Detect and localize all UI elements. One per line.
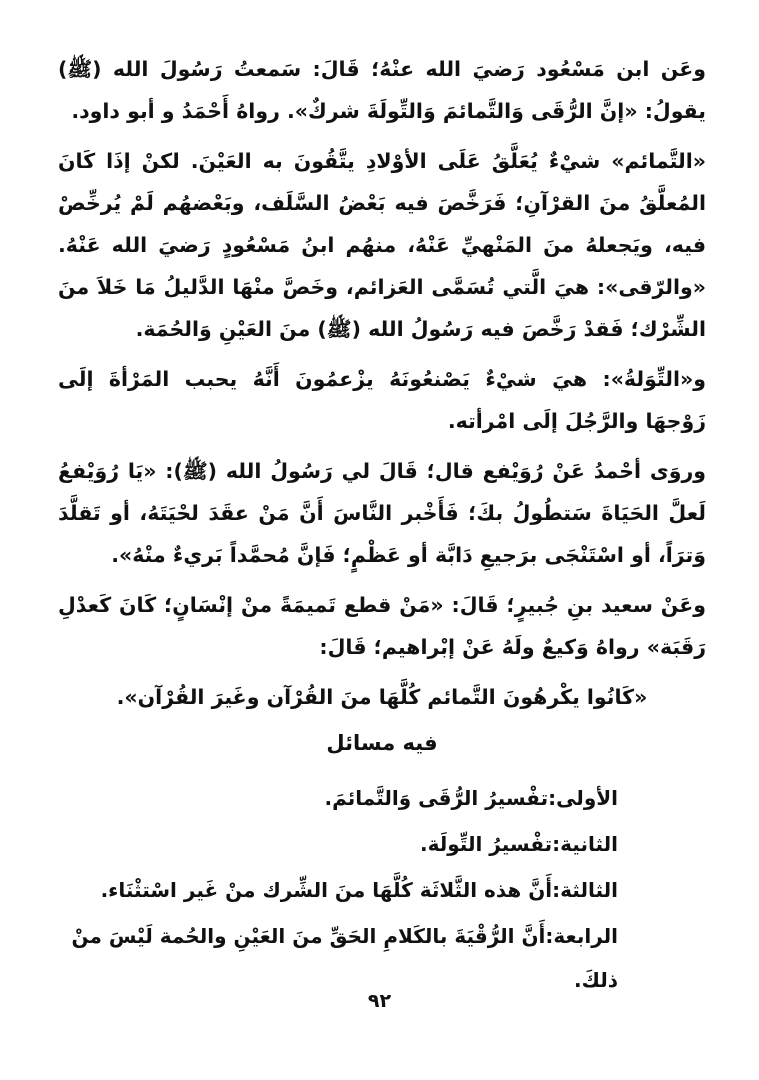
paragraph-tiwala-explanation: و«التِّوَلةُ»: هيَ شيْءٌ يَصْنعُونَهُ يزْعمُونَ أَنَّهُ يحبب المَرْأةَ إلَى زَوْجهَا والرَّجُلَ إلَى امْرأته. (58, 367, 706, 433)
paragraph-said-ibn-jubayr: وعَنْ سعيد بنِ جُبيرٍ؛ قَالَ: «مَنْ قطع تَميمَةً منْ إنْسَانٍ؛ كَانَ كَعدْلِ رَقَبَة» رواهُ وَكيعٌ ولَهُ عَنْ إبْراهيم؛ قَالَ: (58, 593, 706, 659)
issue-item-first (58, 776, 706, 820)
paragraph-tamaim-explanation: «التَّمائم» شيْءٌ يُعَلَّقُ عَلَى الأوْلادِ يتَّقُونَ به العَيْنَ. لكنْ إذَا كَانَ المُعلَّقُ منَ القرْآنِ؛ فَرَخَّصَ فيه بَعْضُ السَّلَف، وبَعْضهُم لَمْ يُرخِّصْ فيه، ويَجعلهُ منَ المَنْهيِّ عَنْهُ، منهُم ابنُ مَسْعُودٍ رَضيَ الله عَنْهُ. «والرّقى»: هيَ الَّتي تُسَمَّى العَزائم، وخَصَّ منْهَا الدَّليلُ مَا خَلاَ منَ الشِّرْك؛ فَقدْ رَخَّصَ فيه رَسُولُ الله (ﷺ) منَ العَيْنِ وَالحُمَة. (58, 149, 706, 341)
quote-ibrahim: «كَانُوا يكْرهُونَ التَّمائم كُلَّهَا منَ القُرْآن وغَيرَ القُرْآن». (116, 685, 648, 709)
issue-label: الثالثة: (552, 878, 618, 902)
issue-text: تفْسيرُ الرُّقَى وَالتَّمائمَ. (324, 786, 549, 810)
issue-item-third (58, 868, 706, 912)
section-title-issues: فيه مسائل (326, 731, 438, 755)
issue-item-fourth (58, 914, 706, 1002)
issue-label: الثانية: (552, 832, 618, 856)
issue-text: أَنَّ الرُّقْيَةَ بالكَلامِ الحَقِّ منَ العَيْنِ والحُمة لَيْسَ منْ ذلكَ. (71, 924, 618, 992)
issue-label: الرابعة: (545, 924, 618, 948)
issue-label: الأولى: (548, 786, 618, 810)
issues-list (58, 776, 706, 1002)
paragraph-hadith-ibn-masud: وعَن ابن مَسْعُود رَضيَ الله عنْهُ؛ قَالَ: سَمعتُ رَسُولَ الله (ﷺ) يقولُ: «إنَّ الرُّقَى وَالتَّمائمَ وَالتِّولَةَ شركٌ». رواهُ أَحْمَدُ و أبو داود. (58, 57, 706, 123)
issue-text: أَنَّ هذه الثَّلاثَة كُلَّهَا منَ الشِّرك منْ غَير اسْتثْنَاء. (100, 878, 553, 902)
page-body (58, 40, 706, 1040)
issue-item-second (58, 822, 706, 866)
issue-text: تفْسيرُ التِّولَة. (420, 832, 553, 856)
page-number: ٩٢ (367, 990, 392, 1012)
paragraph-hadith-ruwayfi: وروَى أحْمدُ عَنْ رُوَيْفع قال؛ قَالَ لي رَسُولُ الله (ﷺ): «يَا رُوَيْفعُ لَعلَّ الحَيَاةَ سَتطُولُ بكَ؛ فَأَخْبر النَّاسَ أَنَّ مَنْ عقَدَ لحْيَتَهُ، أو تَقلَّدَ وَترَاً، أو اسْتَنْجَى برَجيعِ دَابَّة أو عَظْمٍ؛ فَإنَّ مُحمَّداً بَريءٌ منْهُ». (58, 459, 706, 567)
